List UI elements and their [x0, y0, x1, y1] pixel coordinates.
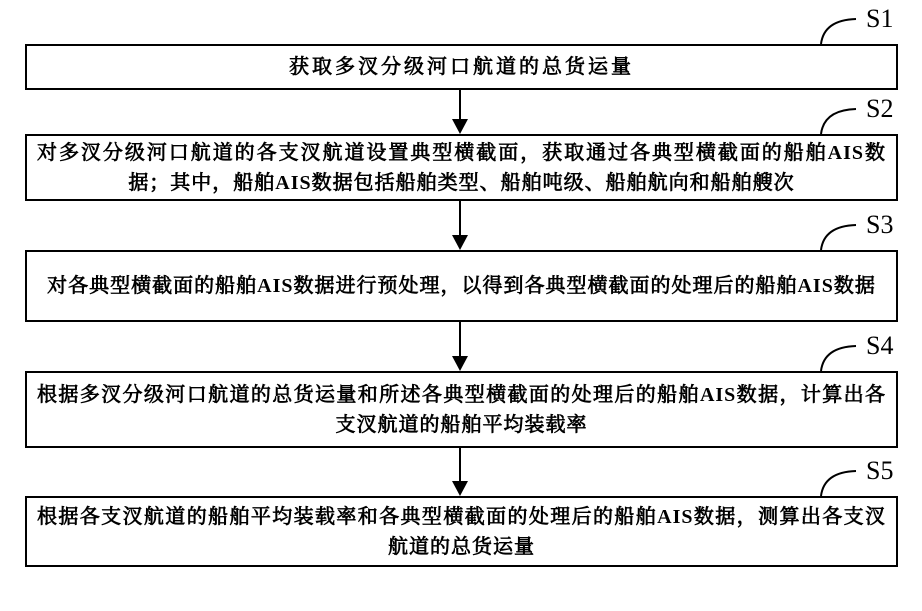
leader-line-s1	[816, 15, 860, 45]
step-text-s4: 根据多汊分级河口航道的总货运量和所述各典型横截面的处理后的船舶AIS数据，计算出各支汊航道的船舶平均装载率	[37, 383, 886, 436]
arrow-head-icon	[452, 119, 468, 134]
leader-line-s2	[816, 105, 860, 135]
step-label-s5: S5	[866, 456, 894, 485]
arrow-shaft	[459, 322, 461, 356]
flow-arrow-1	[452, 90, 468, 134]
step-label-s4: S4	[866, 331, 894, 360]
arrow-shaft	[459, 448, 461, 481]
leader-line-s4	[816, 342, 860, 372]
step-text-s3: 对各典型横截面的船舶AIS数据进行预处理，以得到各典型横截面的处理后的船舶AIS数据	[47, 275, 876, 297]
step-label-s2: S2	[866, 94, 894, 123]
step-box-s3	[25, 250, 898, 322]
arrow-shaft	[459, 90, 461, 119]
step-box-s5	[25, 496, 898, 567]
step-box-s2	[25, 134, 898, 201]
step-box-s4	[25, 371, 898, 448]
arrow-head-icon	[452, 235, 468, 250]
step-label-s3: S3	[866, 210, 894, 239]
flow-arrow-3	[452, 322, 468, 371]
step-label-s1: S1	[866, 4, 894, 33]
step-box-s1	[25, 44, 898, 90]
arrow-head-icon	[452, 356, 468, 371]
leader-line-s5	[816, 467, 860, 497]
step-text-s1: 获取多汊分级河口航道的总货运量	[289, 56, 634, 78]
arrow-shaft	[459, 201, 461, 235]
flow-arrow-4	[452, 448, 468, 496]
arrow-head-icon	[452, 481, 468, 496]
step-text-s2: 对多汊分级河口航道的各支汊航道设置典型横截面，获取通过各典型横截面的船舶AIS数据；其中，船舶AIS数据包括船舶类型、船舶吨级、船舶航向和船舶艘次	[37, 141, 886, 194]
flow-arrow-2	[452, 201, 468, 250]
leader-line-s3	[816, 221, 860, 251]
step-text-s5: 根据各支汊航道的船舶平均装载率和各典型横截面的处理后的船舶AIS数据，测算出各支汊航道的总货运量	[37, 505, 886, 558]
